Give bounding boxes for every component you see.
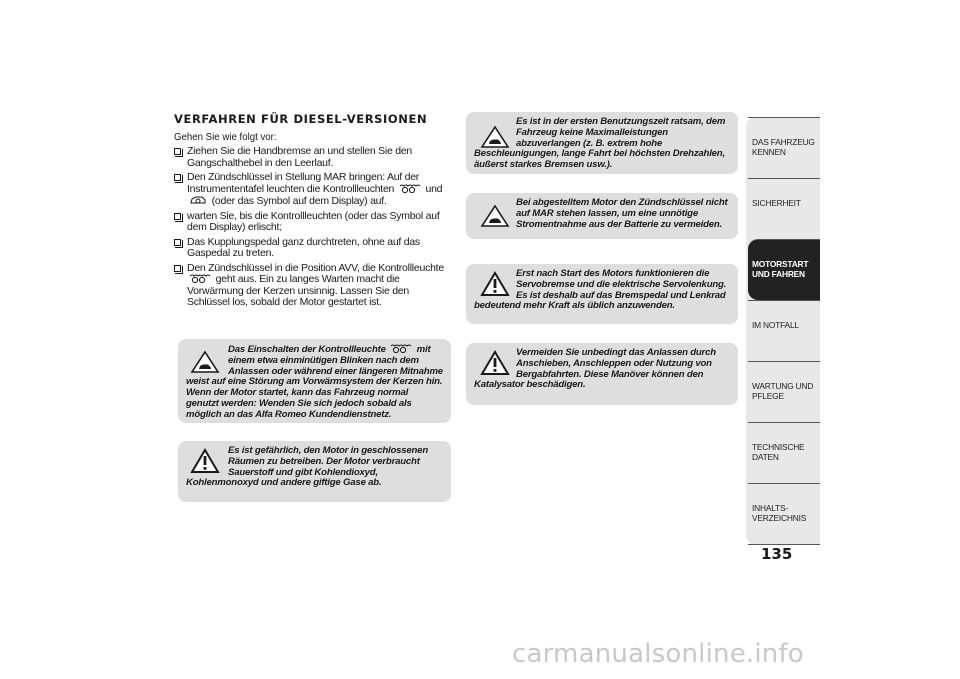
checkbox-bullet-icon — [174, 148, 181, 155]
notice-danger-icon-wrapper — [474, 269, 516, 299]
step-2-suffix: (oder das Symbol auf dem Display) auf. — [211, 195, 387, 207]
step-4-text: Das Kupplungspedal ganz durchtreten, ohne auf das Gaspedal zu treten. — [187, 235, 420, 259]
step-5 — [174, 263, 454, 309]
tab-label: DAS FAHRZEUG KENNEN — [752, 137, 815, 157]
notice-closed-room — [178, 441, 451, 502]
danger-warning-icon — [480, 271, 510, 297]
step-2-and: und — [425, 182, 443, 195]
tab-label: SICHERHEIT — [752, 198, 801, 208]
step-3-text: warten Sie, bis die Kontrollleuchten (oder das Symbol auf dem Display) erlischt; — [187, 209, 440, 233]
notice-catalyst — [466, 343, 738, 405]
left-column — [174, 112, 454, 312]
tab-label: MOTORSTART UND FAHREN — [752, 259, 809, 279]
checkbox-bullet-icon — [174, 239, 181, 246]
watermark: carmanualsonline.info — [512, 639, 804, 669]
checkbox-bullet-icon — [174, 265, 181, 272]
notice-battery-text: Bei abgestelltem Motor den Zündschlüssel nicht auf MAR stehen lassen, um eine unnötige Stromentnahme aus der Batterie zu vermeiden. — [516, 197, 728, 230]
tab-label: INHALTS-VERZEICHNIS — [752, 503, 807, 523]
tab-sicherheit[interactable] — [748, 178, 820, 239]
engine-immobilizer-icon — [189, 195, 207, 206]
tab-inhaltsverzeichnis[interactable] — [748, 483, 820, 545]
tab-im-notfall[interactable] — [748, 300, 820, 361]
step-list — [174, 146, 454, 309]
glow-plug-warning-icon — [399, 184, 421, 194]
notice-battery — [466, 193, 738, 239]
notice-catalyst-text: Vermeiden Sie unbedingt das Anlassen durch Anschieben, Anschleppen oder Nutzung von Bergabfahrten. Diese Manöver können den Katalysator beschädigen. — [474, 347, 716, 391]
notice-break-in-text: Es ist in der ersten Benutzungszeit ratsam, dem Fahrzeug keine Maximalleistungen abzuverlangen (z. B. extrem hohe Beschleunigungen, lange Fahrt bei höchsten Drehzahlen, äußerst starkes Bremsen usw.). — [474, 116, 726, 171]
step-3 — [174, 211, 454, 234]
car-warning-icon — [480, 204, 510, 228]
step-1 — [174, 146, 454, 169]
notice-car-icon-wrapper — [474, 117, 516, 147]
step-5-text: Den Zündschlüssel in die Position AVV, die Kontrollleuchte — [187, 261, 444, 274]
glow-plug-warning-icon — [189, 274, 211, 284]
checkbox-bullet-icon — [174, 174, 181, 181]
section-intro: Gehen Sie wie folgt vor: — [174, 131, 277, 143]
notice-servo-text: Erst nach Start des Motors funktionieren die Servobremse und die elektrische Servolenkung. Es ist deshalb auf das Bremspedal und Lenkrad bedeutend mehr Kraft als üblich anzuwenden. — [474, 268, 727, 312]
tab-technische-daten[interactable] — [748, 422, 820, 483]
notice-car-icon-wrapper — [186, 344, 228, 374]
notice-danger-icon-wrapper — [186, 446, 228, 476]
tab-motorstart-und-fahren[interactable] — [748, 239, 820, 300]
glow-plug-warning-icon — [390, 344, 412, 354]
notice-glow-plug-text-b: mit einem etwa einminütigen Blinken nach dem Anlassen oder während einer längeren Mitnahme weist auf eine Störung am Vorwärmsystem der Kerzen hin. Wenn der Motor startet, kann das Fahrzeug normal genutzt werden: Wenden Sie sich jedoch sobald als möglich an das Alfa Romeo Kundendienstnetz. — [186, 344, 443, 420]
tab-label: TECHNISCHE DATEN — [752, 442, 805, 462]
car-warning-icon — [190, 350, 220, 374]
step-1-text: Ziehen Sie die Handbremse an und stellen Sie den Gangschalthebel in den Leerlauf. — [187, 145, 412, 169]
danger-warning-icon — [190, 448, 220, 474]
step-2 — [174, 172, 454, 208]
step-2-text: Den Zündschlüssel in Stellung MAR bringen: Auf der Instrumententafel leuchten die Kontrollleuchten — [187, 171, 420, 195]
notice-glow-plug-text-a: Das Einschalten der Kontrollleuchte — [228, 344, 386, 355]
tab-label: IM NOTFALL — [752, 320, 799, 330]
notice-glow-plug — [178, 339, 451, 423]
notice-car-icon-wrapper — [474, 198, 516, 228]
car-warning-icon — [480, 125, 510, 149]
notice-danger-icon-wrapper — [474, 348, 516, 378]
notice-break-in — [466, 112, 738, 174]
notice-servo — [466, 264, 738, 324]
step-5-suffix: geht aus. Ein zu langes Warten macht die Vorwärmung der Kerzen unsinnig. Lassen Sie den Schlüssel los, sobald der Motor gestartet ist. — [187, 273, 409, 308]
checkbox-bullet-icon — [174, 213, 181, 220]
tab-wartung-und-pflege[interactable] — [748, 361, 820, 422]
page-number: 135 — [761, 545, 793, 563]
notice-closed-room-text: Es ist gefährlich, den Motor in geschlossenen Räumen zu betreiben. Der Motor verbraucht Sauerstoff und gibt Kohlendioxyd, Kohlenmonoxyd und andere giftige Gase ab. — [186, 445, 428, 489]
step-4 — [174, 237, 454, 260]
tab-label: WARTUNG UND PFLEGE — [752, 381, 814, 401]
danger-warning-icon — [480, 350, 510, 376]
section-heading: VERFAHREN FÜR DIESEL-VERSIONEN — [174, 112, 428, 126]
tab-das-fahrzeug-kennen[interactable] — [748, 117, 820, 178]
